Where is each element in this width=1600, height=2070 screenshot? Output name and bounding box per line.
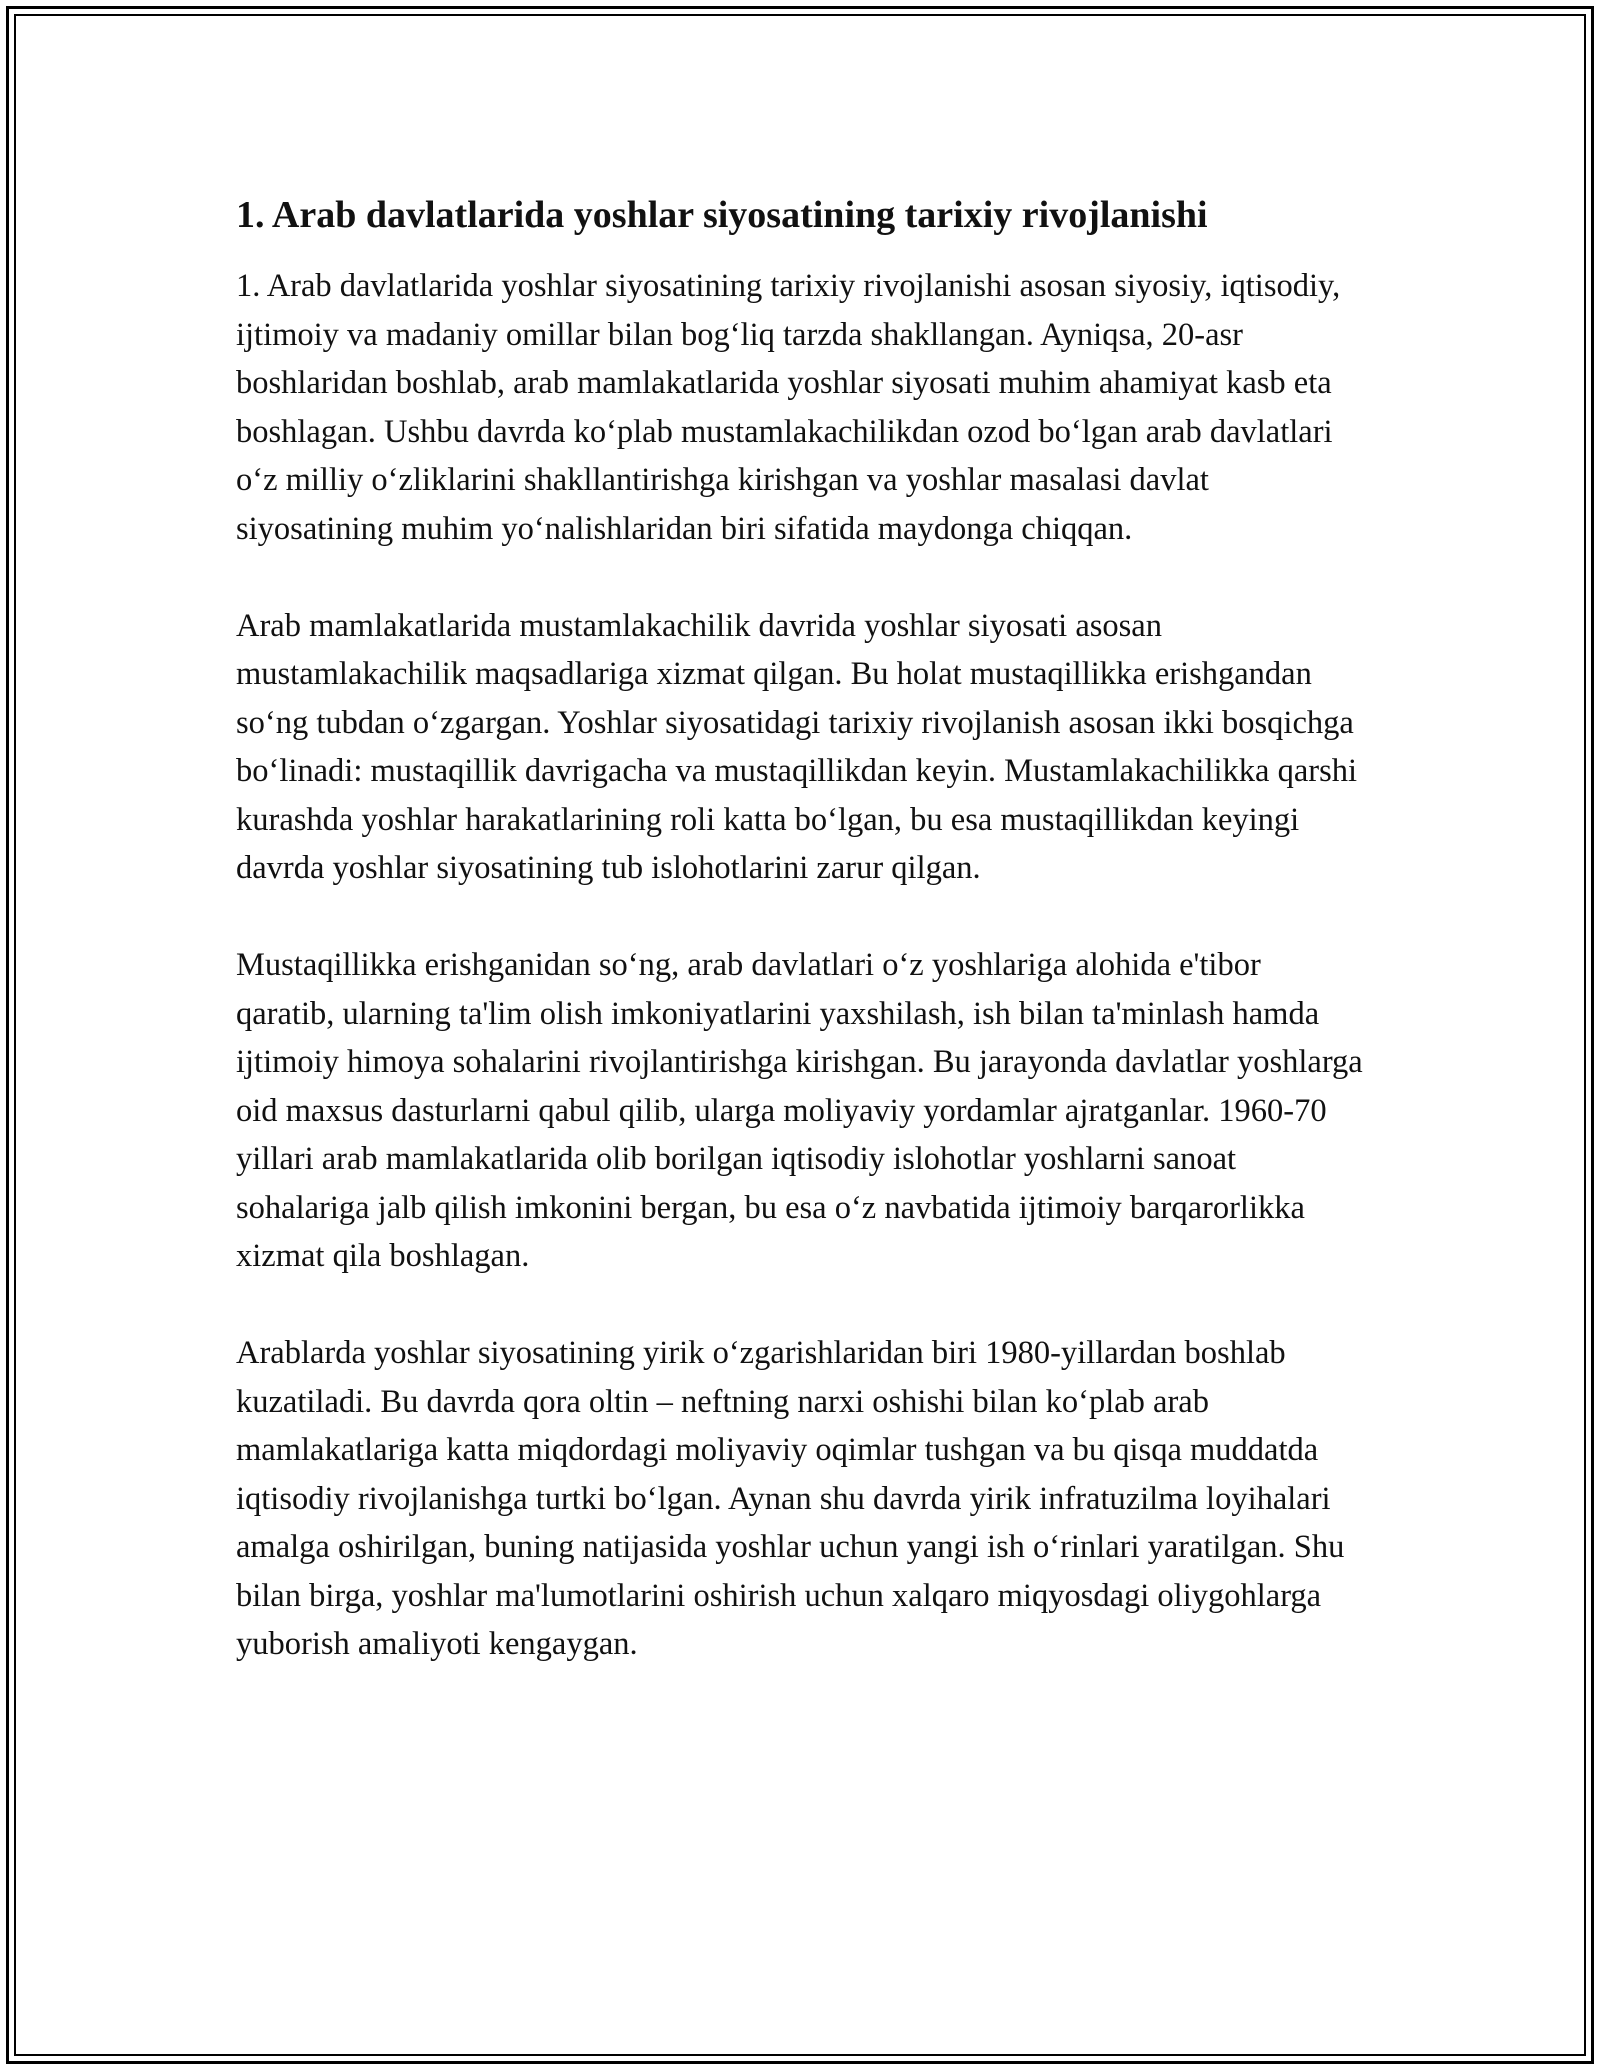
paragraph-1: 1. Arab davlatlarida yoshlar siyosatining tarixiy rivojlanishi asosan siyosiy, iqtisodiy, ijtimoiy va madaniy omillar bilan bogʻliq tarzda shakllangan. Ayniqsa, 20-asr boshlaridan boshlab, arab mamlakatlarida yoshlar siyosati muhim ahamiyat kasb eta boshlagan. Ushbu davrda koʻplab mustamlakachilikdan ozod boʻlgan arab davlatlari oʻz milliy oʻzliklarini shakllantirishga kirishgan va yoshlar masalasi davlat siyosatining muhim yoʻnalishlaridan biri sifatida maydonga chiqqan.	[236, 268, 1341, 547]
paragraph-4: Arablarda yoshlar siyosatining yirik oʻzgarishlaridan biri 1980-yillardan boshlab kuzatiladi. Bu davrda qora oltin – neftning narxi oshishi bilan koʻplab arab mamlakatlariga katta miqdordagi moliyaviy oqimlar tushgan va bu qisqa muddatda iqtisodiy rivojlanishga turtki boʻlgan. Aynan shu davrda yirik infratuzilma loyihalari amalga oshirilgan, buning natijasida yoshlar uchun yangi ish oʻrinlari yaratilgan. Shu bilan birga, yoshlar ma'lumotlarini oshirish uchun xalqaro miqyosdagi oliygohlarga yuborish amaliyoti kengaygan.	[236, 1335, 1345, 1662]
paragraph-2: Arab mamlakatlarida mustamlakachilik davrida yoshlar siyosati asosan mustamlakachilik maqsadlariga xizmat qilgan. Bu holat mustaqillikka erishgandan soʻng tubdan oʻzgargan. Yoshlar siyosatidagi tarixiy rivojlanish asosan ikki bosqichga boʻlinadi: mustaqillik davrigacha va mustaqillikdan keyin. Mustamlakachilikka qarshi kurashda yoshlar harakatlarining roli katta boʻlgan, bu esa mustaqillikdan keyingi davrda yoshlar siyosatining tub islohotlarini zarur qilgan.	[236, 607, 1357, 886]
section-heading: 1. Arab davlatlarida yoshlar siyosatining tarixiy rivojlanishi	[236, 194, 1208, 236]
paragraph-3: Mustaqillikka erishganidan soʻng, arab davlatlari oʻz yoshlariga alohida e'tibor qaratib, ularning ta'lim olish imkoniyatlarini yaxshilash, ish bilan ta'minlash hamda ijtimoiy himoya sohalarini rivojlantirishga kirishgan. Bu jarayonda davlatlar yoshlarga oid maxsus dasturlarni qabul qilib, ularga moliyaviy yordamlar ajratganlar. 1960-70 yillari arab mamlakatlarida olib borilgan iqtisodiy islohotlar yoshlarni sanoat sohalariga jalb qilish imkonini bergan, bu esa oʻz navbatida ijtimoiy barqarorlikka xizmat qila boshlagan.	[236, 947, 1363, 1274]
document-body	[236, 190, 1366, 1717]
